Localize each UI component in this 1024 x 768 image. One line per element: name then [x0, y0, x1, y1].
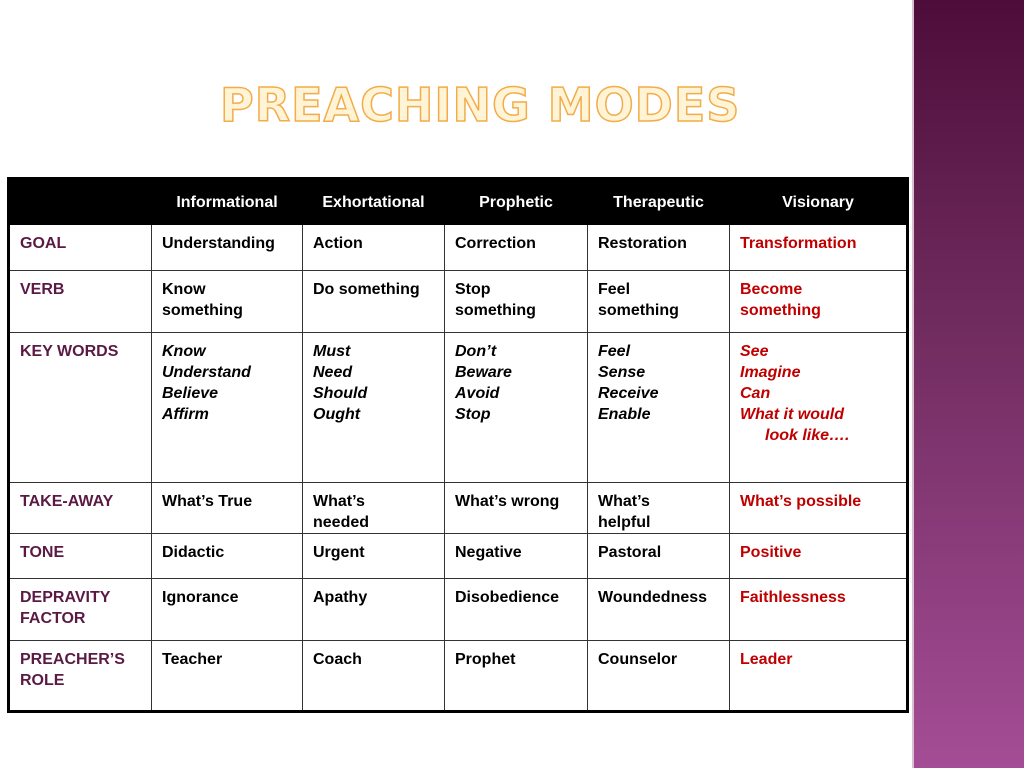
keyword: Understand — [162, 364, 251, 381]
keyword: Enable — [598, 406, 651, 423]
row-label-key-words: KEY WORDS — [9, 333, 152, 483]
keyword: What it would — [740, 406, 844, 423]
cell-line: something — [598, 302, 679, 319]
header-therapeutic: Therapeutic — [588, 179, 730, 225]
keyword: Don’t — [455, 343, 497, 360]
depravity-exhortational: Apathy — [303, 579, 445, 641]
takeaway-therapeutic — [588, 483, 730, 534]
takeaway-prophetic — [445, 483, 588, 534]
keyword: Beware — [455, 364, 512, 381]
tone-informational: Didactic — [152, 534, 303, 579]
cell-line: What’s wrong — [455, 493, 560, 510]
keywords-therapeutic — [588, 333, 730, 483]
cell-line: something — [455, 302, 536, 319]
depravity-prophetic: Disobedience — [445, 579, 588, 641]
table-row-depravity-factor — [9, 579, 908, 641]
keyword: Receive — [598, 385, 659, 402]
keyword: Stop — [455, 406, 491, 423]
depravity-therapeutic: Woundedness — [588, 579, 730, 641]
verb-prophetic — [445, 271, 588, 333]
header-visionary: Visionary — [730, 179, 908, 225]
keyword: Can — [740, 385, 771, 402]
tone-visionary: Positive — [730, 534, 908, 579]
takeaway-informational — [152, 483, 303, 534]
verb-visionary — [730, 271, 908, 333]
label-line: DEPRAVITY — [20, 589, 111, 606]
label-line: FACTOR — [20, 610, 86, 627]
header-prophetic: Prophetic — [445, 179, 588, 225]
row-label-take-away: TAKE-AWAY — [9, 483, 152, 534]
slide-title: PREACHING MODES — [220, 78, 741, 132]
cell-line: something — [740, 302, 821, 319]
role-visionary: Leader — [730, 641, 908, 712]
keywords-exhortational — [303, 333, 445, 483]
table-header-row — [9, 179, 908, 225]
tone-exhortational: Urgent — [303, 534, 445, 579]
header-informational: Informational — [152, 179, 303, 225]
keyword: Believe — [162, 385, 219, 402]
row-label-depravity-factor — [9, 579, 152, 641]
cell-line: Become — [740, 281, 803, 298]
keyword: Know — [162, 343, 206, 360]
row-label-tone: TONE — [9, 534, 152, 579]
cell-line: something — [162, 302, 243, 319]
role-exhortational: Coach — [303, 641, 445, 712]
role-prophetic: Prophet — [445, 641, 588, 712]
row-label-verb: VERB — [9, 271, 152, 333]
side-decoration-bar — [912, 0, 1024, 768]
cell-line: needed — [313, 514, 370, 531]
table-row-goal — [9, 225, 908, 271]
cell-line: Feel — [598, 281, 631, 298]
cell-line: What’s possible — [740, 493, 862, 510]
verb-exhortational — [303, 271, 445, 333]
verb-informational — [152, 271, 303, 333]
keyword-continuation: look like…. — [765, 427, 850, 444]
label-line: PREACHER’S — [20, 651, 125, 668]
goal-informational: Understanding — [152, 225, 303, 271]
keyword: Feel — [598, 343, 631, 360]
keywords-prophetic — [445, 333, 588, 483]
goal-visionary: Transformation — [730, 225, 908, 271]
table-row-key-words — [9, 333, 908, 483]
cell-line: What’s True — [162, 493, 253, 510]
keyword: Ought — [313, 406, 361, 423]
takeaway-exhortational — [303, 483, 445, 534]
keyword: Avoid — [455, 385, 500, 402]
keywords-informational — [152, 333, 303, 483]
goal-prophetic: Correction — [445, 225, 588, 271]
table-row-take-away — [9, 483, 908, 534]
cell-line: helpful — [598, 514, 651, 531]
keyword: Should — [313, 385, 368, 402]
keywords-visionary — [730, 333, 908, 483]
header-exhortational: Exhortational — [303, 179, 445, 225]
preaching-modes-table — [7, 177, 909, 713]
depravity-informational: Ignorance — [152, 579, 303, 641]
role-informational: Teacher — [152, 641, 303, 712]
role-therapeutic: Counselor — [588, 641, 730, 712]
keyword: Need — [313, 364, 353, 381]
tone-prophetic: Negative — [445, 534, 588, 579]
keyword: Sense — [598, 364, 646, 381]
keyword: See — [740, 343, 769, 360]
label-line: ROLE — [20, 672, 65, 689]
cell-line: Know — [162, 281, 206, 298]
cell-line: Stop — [455, 281, 491, 298]
goal-exhortational: Action — [303, 225, 445, 271]
table-row-verb — [9, 271, 908, 333]
verb-therapeutic — [588, 271, 730, 333]
table-row-tone — [9, 534, 908, 579]
goal-therapeutic: Restoration — [588, 225, 730, 271]
cell-line: What’s — [313, 493, 365, 510]
keyword: Affirm — [162, 406, 209, 423]
keyword: Imagine — [740, 364, 801, 381]
row-label-goal: GOAL — [9, 225, 152, 271]
cell-line: Do something — [313, 281, 420, 298]
keyword: Must — [313, 343, 351, 360]
tone-therapeutic: Pastoral — [588, 534, 730, 579]
cell-line: What’s — [598, 493, 650, 510]
table-row-preachers-role — [9, 641, 908, 712]
header-corner-cell — [9, 179, 152, 225]
takeaway-visionary — [730, 483, 908, 534]
row-label-preachers-role — [9, 641, 152, 712]
depravity-visionary: Faithlessness — [730, 579, 908, 641]
